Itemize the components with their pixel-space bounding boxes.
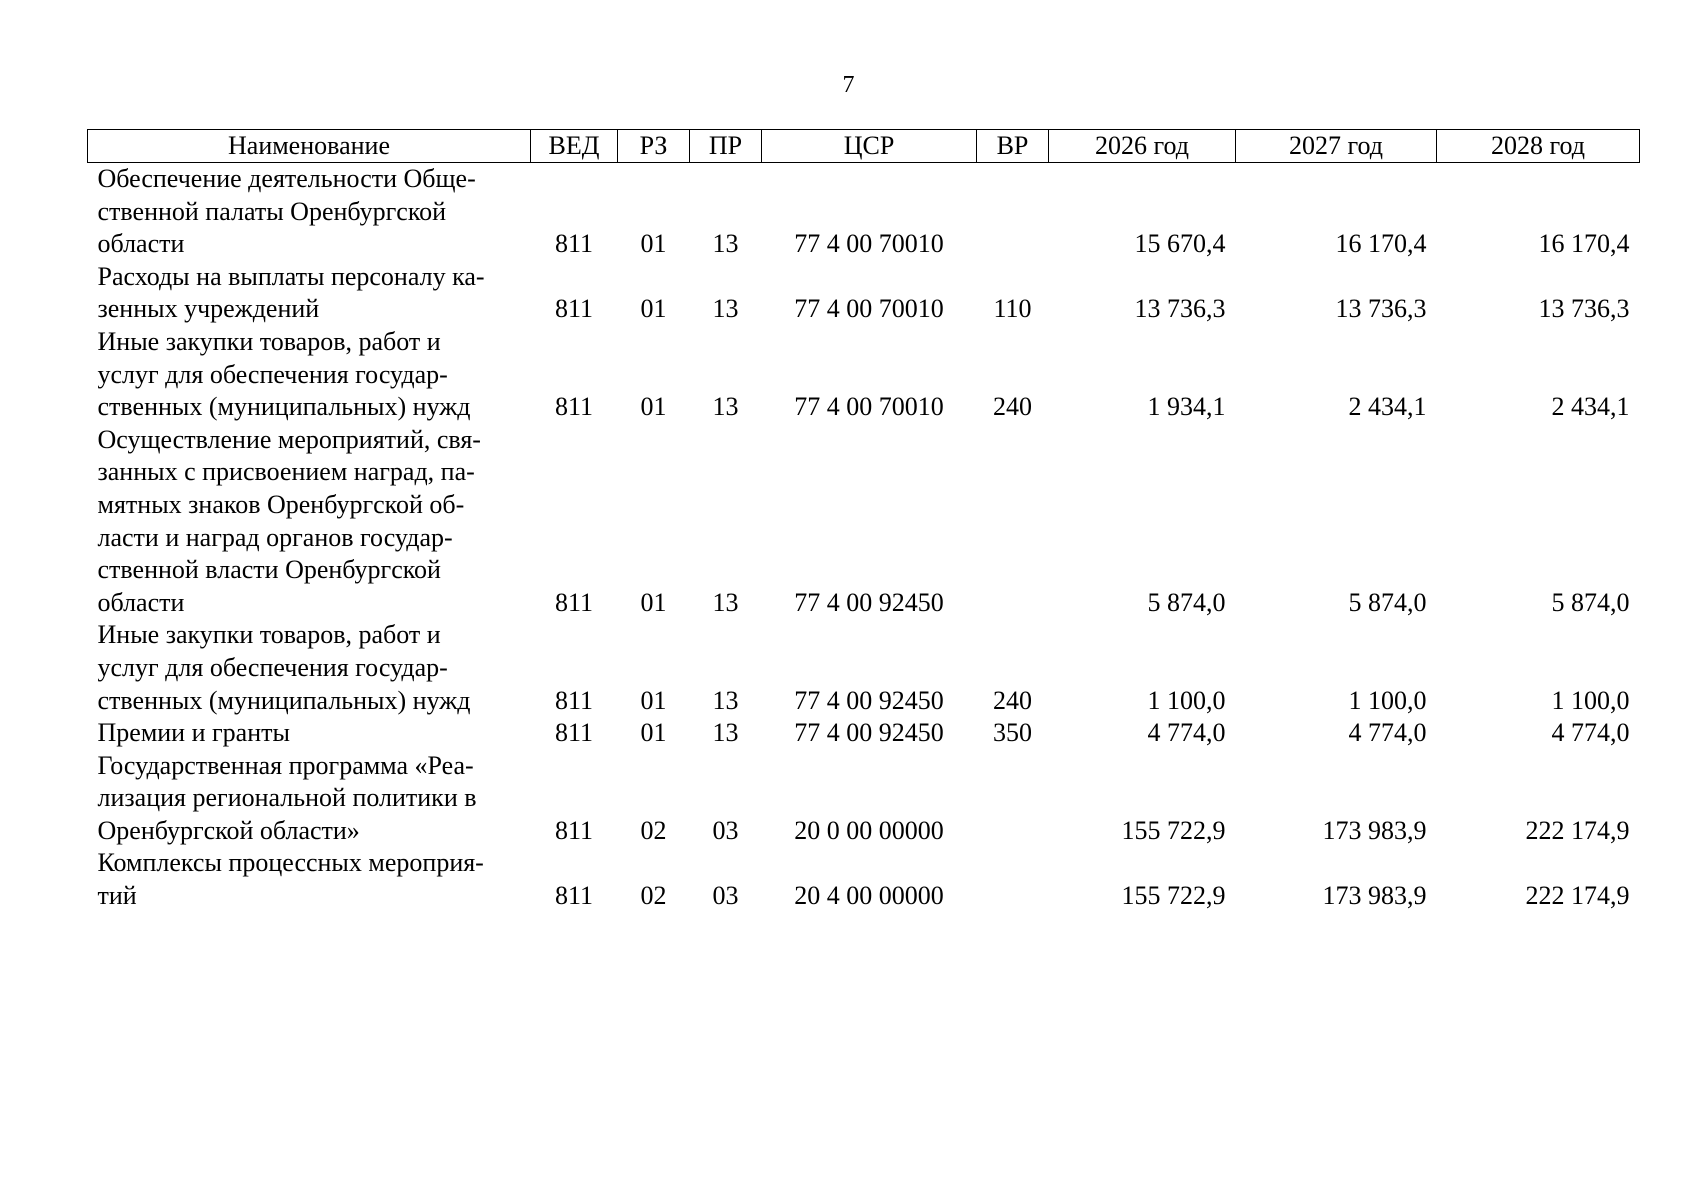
cell-name [88,261,531,326]
cell-name [88,717,531,750]
page-number: 7 [842,72,855,98]
name-line: лизация региональной политики в [97,783,477,813]
cell-pr: 03 [712,815,739,845]
table-row [88,750,1640,848]
cell-rz: 01 [640,718,667,748]
cell-ved: 811 [554,881,594,911]
cell-2027: 1 100,0 [1348,685,1427,715]
header-pr: ПР [690,130,762,163]
cell-rz: 01 [640,587,667,617]
cell-vr [977,163,1049,261]
cell-ved: 811 [554,392,594,422]
header-2026: 2026 год [1049,130,1236,163]
name-line: Расходы на выплаты персоналу ка- [97,261,485,291]
name-line: Оренбургской области» [97,815,360,845]
cell-pr: 13 [712,294,739,324]
table-row [88,619,1640,717]
cell-vr: 240 [993,685,1032,715]
cell-ved: 811 [554,718,594,748]
name-line: Премии и гранты [97,718,290,748]
header-2028: 2028 год [1437,130,1640,163]
cell-name [88,619,531,717]
cell-name [88,847,531,912]
name-line: тий [97,881,137,911]
cell-2028: 13 736,3 [1538,294,1630,324]
cell-name [88,163,531,261]
cell-2027: 16 170,4 [1335,229,1427,259]
name-line: Комплексы процессных мероприя- [97,848,484,878]
name-line: Осуществление мероприятий, свя- [97,424,481,454]
cell-csr: 77 4 00 70010 [794,294,944,324]
header-name: Наименование [88,130,531,163]
cell-vr [977,424,1049,620]
cell-2028: 5 874,0 [1551,587,1630,617]
cell-2026: 155 722,9 [1121,881,1226,911]
table-row [88,717,1640,750]
cell-2028: 2 434,1 [1551,392,1630,422]
cell-name [88,750,531,848]
cell-2028: 4 774,0 [1551,718,1630,748]
cell-2026: 1 934,1 [1147,392,1226,422]
cell-pr: 03 [712,881,739,911]
cell-2027: 13 736,3 [1335,294,1427,324]
cell-vr: 240 [993,392,1032,422]
name-line: занных с присвоением наград, па- [97,457,475,487]
cell-2026: 4 774,0 [1147,718,1226,748]
cell-2027: 4 774,0 [1348,718,1427,748]
name-line: ственных (муниципальных) нужд [97,685,471,715]
name-line: услуг для обеспечения государ- [97,359,448,389]
cell-csr: 77 4 00 92450 [794,718,944,748]
name-line: мятных знаков Оренбургской об- [97,489,465,519]
cell-rz: 02 [640,881,667,911]
name-line: ласти и наград органов государ- [97,522,453,552]
cell-2026: 15 670,4 [1134,229,1226,259]
cell-rz: 01 [640,294,667,324]
cell-csr: 77 4 00 70010 [794,229,944,259]
name-line: Обеспечение деятельности Обще- [97,164,476,193]
cell-2027: 173 983,9 [1322,815,1427,845]
cell-2026: 13 736,3 [1134,294,1226,324]
cell-vr [977,750,1049,848]
cell-csr: 20 4 00 00000 [794,881,944,911]
cell-csr: 77 4 00 70010 [794,392,944,422]
header-csr: ЦСР [762,130,977,163]
cell-pr: 13 [712,392,739,422]
name-line: услуг для обеспечения государ- [97,652,448,682]
name-line: зенных учреждений [97,294,320,324]
cell-csr: 20 0 00 00000 [794,815,944,845]
cell-ved: 811 [554,229,594,259]
cell-ved: 811 [554,815,594,845]
cell-ved: 811 [554,587,594,617]
cell-ved: 811 [554,294,594,324]
cell-rz: 01 [640,392,667,422]
header-ved: ВЕД [531,130,618,163]
cell-vr [977,847,1049,912]
header-2027: 2027 год [1236,130,1437,163]
cell-pr: 13 [712,587,739,617]
cell-pr: 13 [712,229,739,259]
name-line: ственной палаты Оренбургской [97,196,447,226]
table-header-row [88,130,1640,163]
budget-table [87,129,1640,913]
name-line: Иные закупки товаров, работ и [97,326,441,356]
cell-rz: 01 [640,229,667,259]
cell-2027: 2 434,1 [1348,392,1427,422]
table-row [88,261,1640,326]
table-row [88,163,1640,261]
cell-csr: 77 4 00 92450 [794,685,944,715]
name-line: области [97,587,185,617]
cell-2026: 1 100,0 [1147,685,1226,715]
name-line: области [97,229,185,259]
name-line: ственной власти Оренбургской [97,555,441,585]
cell-csr: 77 4 00 92450 [794,587,944,617]
header-rz: РЗ [618,130,690,163]
cell-2028: 222 174,9 [1525,815,1630,845]
cell-2027: 173 983,9 [1322,881,1427,911]
cell-name [88,424,531,620]
cell-vr: 350 [993,718,1032,748]
name-line: ственных (муниципальных) нужд [97,392,471,422]
cell-rz: 01 [640,685,667,715]
cell-2027: 5 874,0 [1348,587,1427,617]
cell-vr: 110 [993,294,1032,324]
table-body [88,163,1640,913]
cell-rz: 02 [640,815,667,845]
table-row [88,326,1640,424]
cell-2028: 16 170,4 [1538,229,1630,259]
cell-2026: 5 874,0 [1147,587,1226,617]
cell-pr: 13 [712,718,739,748]
table-row [88,847,1640,912]
cell-2028: 1 100,0 [1551,685,1630,715]
cell-2028: 222 174,9 [1525,881,1630,911]
cell-2026: 155 722,9 [1121,815,1226,845]
cell-name [88,326,531,424]
name-line: Иные закупки товаров, работ и [97,620,441,650]
header-vr: ВР [977,130,1049,163]
cell-ved: 811 [554,685,594,715]
table-row [88,424,1640,620]
name-line: Государственная программа «Реа- [97,750,474,780]
cell-pr: 13 [712,685,739,715]
